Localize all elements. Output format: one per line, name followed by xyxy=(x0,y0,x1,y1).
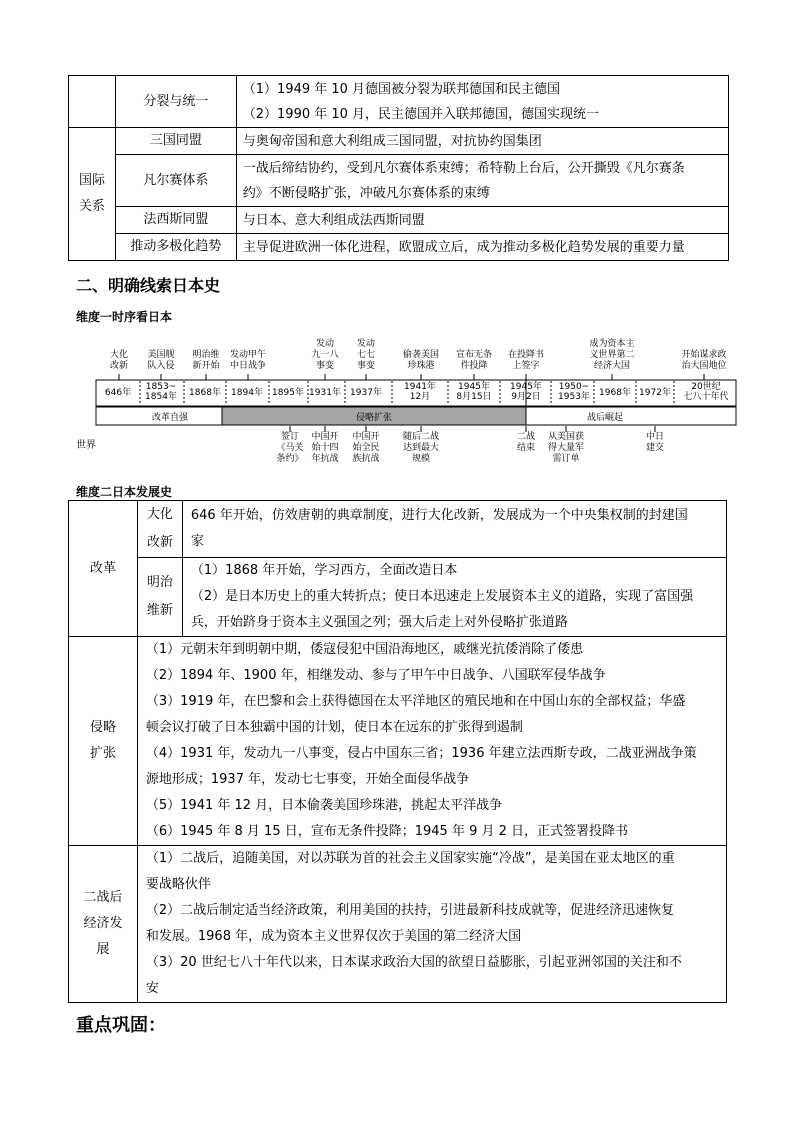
row-label-taika: 大化 改新 xyxy=(137,501,182,558)
timeline-year: 1895年 xyxy=(272,388,304,398)
timeline-event-top: 美国舰 队入侵 xyxy=(147,350,175,371)
timeline-event-top: 发动 九一八 事变 xyxy=(311,339,339,371)
row-label: 分裂与统一 xyxy=(115,76,236,128)
timeline-event-top: 偷袭美国 珍珠港 xyxy=(402,350,439,371)
key-review-title: 重点巩固： xyxy=(76,1015,166,1036)
period-label-rise: 战后崛起 xyxy=(586,413,623,423)
category-reform: 改革 xyxy=(69,501,138,637)
period-label-aggression: 侵略扩张 xyxy=(355,413,392,423)
timeline-event-bottom: 二战 结束 xyxy=(516,432,535,453)
timeline-year: 1972年 xyxy=(639,388,671,398)
timeline-event-top: 成为资本主 义世界第二 经济大国 xyxy=(589,339,635,371)
row-content: 主导促进欧洲一体化进程，欧盟成立后，成为推动多极化趋势发展的重要力量 xyxy=(236,234,728,261)
timeline-year: 1945年 9月2日 xyxy=(510,382,542,402)
row-content: 与日本、意大利组成法西斯同盟 xyxy=(236,207,728,234)
timeline-event-top: 在投降书 上签字 xyxy=(507,350,544,371)
timeline-event-top: 宣布无条 件投降 xyxy=(455,350,492,371)
timeline-event-bottom: 中日 建交 xyxy=(645,432,664,453)
timeline-event-top: 开始谋求政 治大国地位 xyxy=(681,350,727,371)
row-label: 法西斯同盟 xyxy=(115,207,236,234)
timeline-event-top: 发动甲午 中日战争 xyxy=(229,350,266,371)
category-aggression: 侵略 扩张 xyxy=(69,637,138,846)
timeline-event-bottom: 中国开 始十四 年抗战 xyxy=(311,432,339,464)
timeline-year: 1968年 xyxy=(599,388,631,398)
section-title: 二、明确线索日本史 xyxy=(76,276,221,295)
category-international-relations: 国际 关系 xyxy=(69,128,116,261)
world-label: 世界 xyxy=(76,440,96,451)
timeline-year: 1945年 8月15日 xyxy=(456,382,492,402)
timeline-year: 1937年 xyxy=(350,388,382,398)
timeline-event-bottom: 随后二战 达到最大 规模 xyxy=(402,432,439,464)
timeline-event-bottom: 中国开 始全民 族抗战 xyxy=(352,432,380,464)
row-content: 646 年开始，仿效唐朝的典章制度，进行大化改新，发展成为一个中央集权制的封建国 家 xyxy=(182,501,726,558)
row-content: 一战后缔结协约，受到凡尔赛体系束缚；希特勒上台后，公开撕毁《凡尔赛条 约》不断侵略扩张，冲破凡尔赛体系的束缚 xyxy=(236,155,728,207)
row-label: 三国同盟 xyxy=(115,128,236,155)
category-postwar-economy: 二战后 经济发 展 xyxy=(69,846,138,1003)
timeline-event-bottom: 签订 《马关 条约》 xyxy=(276,432,304,464)
row-content: （1）1868 年开始，学习西方，全面改造日本 （2）是日本历史上的重大转折点；使日本迅速走上发展资本主义的道路，实现了富国强 兵，开始跻身于资本主义强国之列；强大后走上对外侵略扩张道路 xyxy=(182,558,726,637)
timeline xyxy=(0,0,794,480)
timeline-year: 1894年 xyxy=(231,388,263,398)
timeline-event-top: 大化 改新 xyxy=(109,350,128,371)
timeline-event-top: 发动 七七 事变 xyxy=(356,339,375,371)
timeline-connectors xyxy=(0,0,794,480)
row-content: （1）元朝末年到明朝中期，倭寇侵犯中国沿海地区，戚继光抗倭消除了倭患 （2）1894 年、1900 年，相继发动、参与了甲午中日战争、八国联军侵华战争 （3）1919 年，在巴黎和会上获得德国在太平洋地区的殖民地和在中国山东的全部权益；华盛 顿会议打破了日本独霸中国的计划，使日本在远东的扩张得到遏制 （4）1931 年，发动九一八事变，侵占中国东三省；1936 年建立法西斯专政，二战亚洲战争策 源地形成；1937 年，发动七七事变，开始全面侵华战争 （5）1941 年 12 月，日本偷袭美国珍珠港，挑起太平洋战争 （6）1945 年 8 月 15 日，宣布无条件投降；1945 年 9 月 2 日，正式签署投降书 xyxy=(137,637,726,846)
timeline-year: 646年 xyxy=(104,388,132,398)
row-content: （1）1949 年 10 月德国被分裂为联邦德国和民主德国 （2）1990 年 10 月，民主德国并入联邦德国，德国实现统一 xyxy=(236,76,728,128)
row-label-meiji: 明治 维新 xyxy=(137,558,182,637)
japan-development-table xyxy=(68,500,727,1003)
row-label: 推动多极化趋势 xyxy=(115,234,236,261)
timeline-year: 1931年 xyxy=(309,388,341,398)
timeline-year: 1853~ 1854年 xyxy=(145,382,177,402)
period-label-reform: 改革自强 xyxy=(151,413,188,423)
dimension-two-title: 维度二日本发展史 xyxy=(76,485,173,499)
timeline-event-bottom: 从美国获 得大量军 需订单 xyxy=(547,432,584,464)
timeline-year: 1950~ 1953年 xyxy=(558,382,590,402)
timeline-year: 20世纪 七八十年代 xyxy=(683,382,729,402)
timeline-year: 1868年 xyxy=(189,388,221,398)
dimension-one-title: 维度一时序看日本 xyxy=(76,310,173,324)
timeline-event-top: 明治维 新开始 xyxy=(192,350,220,371)
row-content: （1）二战后，追随美国，对以苏联为首的社会主义国家实施“冷战”，是美国在亚太地区的重 要战略伙伴 （2）二战后制定适当经济政策，利用美国的扶持，引进最新科技成就等，促进经济迅速恢复 和发展。1968 年，成为资本主义世界仅次于美国的第二经济大国 （3）20 世纪七八十年代以来，日本谋求政治大国的欲望日益膨胀，引起亚洲邻国的关注和不 安 xyxy=(137,846,726,1003)
row-label: 凡尔赛体系 xyxy=(115,155,236,207)
row-content: 与奥匈帝国和意大利组成三国同盟，对抗协约国集团 xyxy=(236,128,728,155)
timeline-year: 1941年 12月 xyxy=(404,382,436,402)
